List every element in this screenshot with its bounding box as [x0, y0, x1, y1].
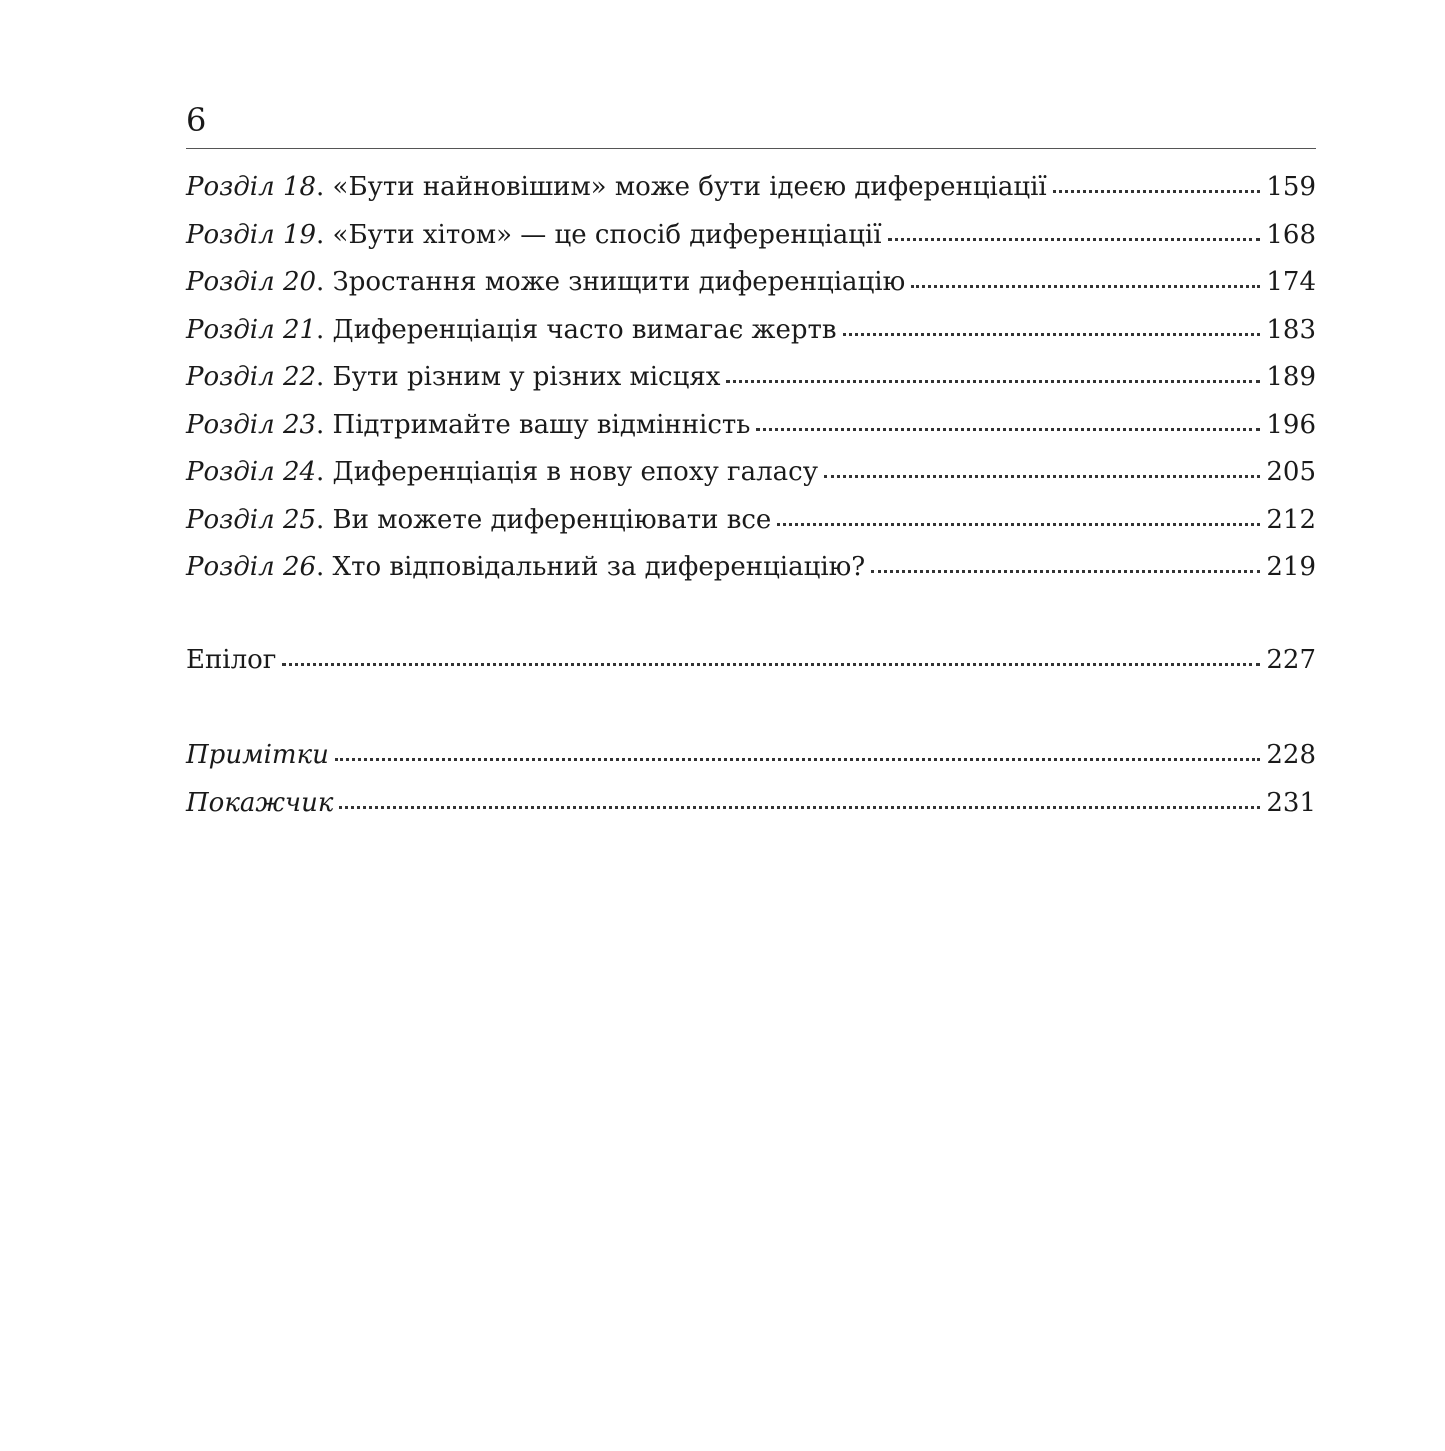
chapter-title: . Зростання може знищити диференціацію	[316, 267, 906, 297]
chapter-prefix: Розділ 23	[186, 409, 317, 440]
page-ref: 212	[1266, 504, 1316, 535]
dot-leader	[339, 806, 1260, 809]
chapter-title: . «Бути найновішим» може бути ідеєю диференціації	[316, 172, 1047, 202]
header-rule	[186, 148, 1316, 149]
dot-leader	[1053, 190, 1261, 193]
toc-entry[interactable]	[186, 410, 1316, 458]
epilogue-title: Епілог	[186, 645, 277, 675]
page-ref: 159	[1266, 172, 1316, 202]
page-ref: 231	[1266, 787, 1316, 818]
dot-leader	[726, 380, 1260, 383]
dot-leader	[777, 523, 1260, 526]
dot-leader	[756, 428, 1260, 431]
chapter-prefix: Розділ 19	[186, 219, 317, 250]
toc-epilogue	[186, 645, 1316, 693]
index-title: Покажчик	[186, 787, 334, 818]
chapter-prefix: Розділ 22	[186, 362, 317, 392]
chapter-prefix: Розділ 21	[186, 314, 317, 345]
page-ref: 183	[1266, 314, 1316, 345]
dot-leader	[911, 285, 1260, 288]
toc-entry-index[interactable]	[186, 788, 1316, 836]
toc-entry[interactable]	[186, 457, 1316, 505]
chapter-prefix: Розділ 25	[186, 504, 317, 535]
page-ref: 189	[1266, 362, 1316, 392]
chapter-prefix: Розділ 20	[186, 267, 317, 297]
chapter-prefix: Розділ 18	[186, 172, 317, 202]
chapter-title: . Ви можете диференціювати все	[316, 504, 772, 535]
dot-leader	[871, 570, 1260, 573]
toc-entry[interactable]	[186, 552, 1316, 600]
toc-back-matter	[186, 740, 1316, 835]
page-ref: 196	[1266, 409, 1316, 440]
dot-leader	[824, 475, 1260, 478]
page-ref: 168	[1266, 219, 1316, 250]
page-ref: 228	[1266, 740, 1316, 770]
toc-entry[interactable]	[186, 505, 1316, 553]
dot-leader	[888, 238, 1261, 241]
toc-entry[interactable]	[186, 172, 1316, 220]
chapter-title: . «Бути хітом» — це спосіб диференціації	[316, 219, 882, 250]
dot-leader	[282, 663, 1260, 666]
page-ref: 205	[1266, 457, 1316, 487]
chapter-title: . Бути різним у різних місцях	[316, 362, 721, 392]
chapter-title: . Підтримайте вашу відмінність	[316, 409, 751, 440]
page-ref: 227	[1266, 645, 1316, 675]
toc-chapters	[186, 172, 1316, 600]
chapter-prefix: Розділ 24	[186, 457, 317, 487]
chapter-title: . Диференціація в нову епоху галасу	[316, 457, 819, 487]
dot-leader	[843, 333, 1261, 336]
page-number: 6	[186, 101, 207, 139]
toc-entry[interactable]	[186, 267, 1316, 315]
toc-entry[interactable]	[186, 315, 1316, 363]
page-ref: 219	[1266, 552, 1316, 582]
notes-title: Примітки	[186, 740, 329, 770]
toc-entry[interactable]	[186, 220, 1316, 268]
toc-entry[interactable]	[186, 362, 1316, 410]
chapter-prefix: Розділ 26	[186, 552, 317, 582]
toc-entry-notes[interactable]	[186, 740, 1316, 788]
chapter-title: . Диференціація часто вимагає жертв	[316, 314, 837, 345]
dot-leader	[335, 758, 1260, 761]
toc-entry-epilogue[interactable]	[186, 645, 1316, 693]
chapter-title: . Хто відповідальний за диференціацію?	[316, 552, 866, 582]
page-ref: 174	[1266, 267, 1316, 297]
